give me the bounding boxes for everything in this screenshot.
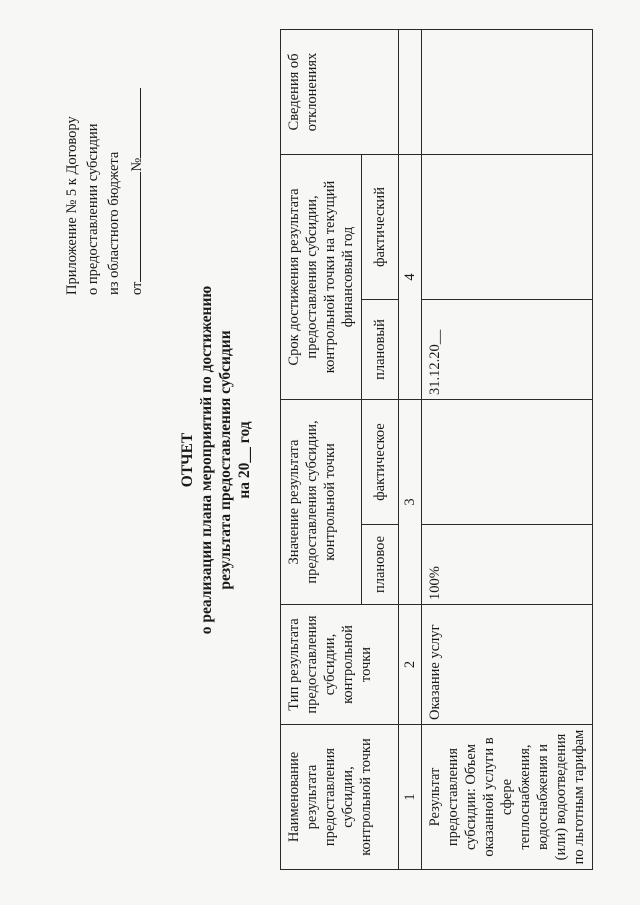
annex-number-blank (125, 88, 141, 158)
report-title-line-4: на 20__ год (236, 421, 253, 499)
header-type: Тип результата предоставления субсидии, контрольной точки (281, 605, 399, 725)
subheader-deadline-planned: плановый (362, 299, 399, 399)
cell-deviations (422, 29, 593, 154)
col-number-4: 4 (399, 154, 422, 399)
header-deviations: Сведения об отклонениях (281, 29, 399, 154)
table-row (422, 29, 593, 869)
col-number-1: 1 (399, 725, 422, 870)
cell-deadline-planned: 31.12.20__ (422, 299, 593, 399)
header-deadline: Срок достижения результата предоставления субсидии, контрольной точки на текущий финансовый год (281, 154, 362, 399)
cell-value-actual (422, 399, 593, 524)
header-value: Значение результата предоставления субсидии, контрольной точки (281, 399, 362, 604)
header-name: Наименование результата предоставления субсидии, контрольной точки (281, 725, 399, 870)
cell-result-name: Результат предоставления субсидии: Объем оказанной услуги в сфере теплоснабжения, водоснабжения и (или) водоотведения по льготным тарифам (422, 725, 593, 870)
col-number-5 (399, 29, 422, 154)
cell-result-type: Оказание услуг (422, 605, 593, 725)
annex-number-label: № (129, 157, 145, 172)
annex-from-label: от (129, 281, 145, 295)
col-number-3: 3 (399, 399, 422, 604)
col-number-2: 2 (399, 605, 422, 725)
annex-line-2: о предоставлении субсидии (85, 123, 101, 295)
annex-date-number-line (125, 55, 148, 295)
report-title (178, 265, 254, 655)
report-title-line-2: о реализации плана мероприятий по достижению (198, 285, 215, 635)
annex-heading (62, 55, 148, 295)
report-title-line-1: ОТЧЕТ (179, 432, 196, 488)
cell-deadline-actual (422, 154, 593, 299)
report-title-line-3: результата предоставления субсидии (217, 330, 234, 590)
table-number-row (399, 29, 422, 869)
report-table (280, 29, 593, 870)
annex-line-3: из областного бюджета (106, 151, 122, 295)
annex-line-1: Приложение № 5 к Договору (64, 116, 80, 295)
subheader-value-actual: фактическое (362, 399, 399, 524)
cell-value-planned: 100% (422, 525, 593, 605)
subheader-value-planned: плановое (362, 525, 399, 605)
subheader-deadline-actual: фактический (362, 154, 399, 299)
table-header-row (281, 29, 362, 869)
annex-date-blank (125, 172, 141, 282)
